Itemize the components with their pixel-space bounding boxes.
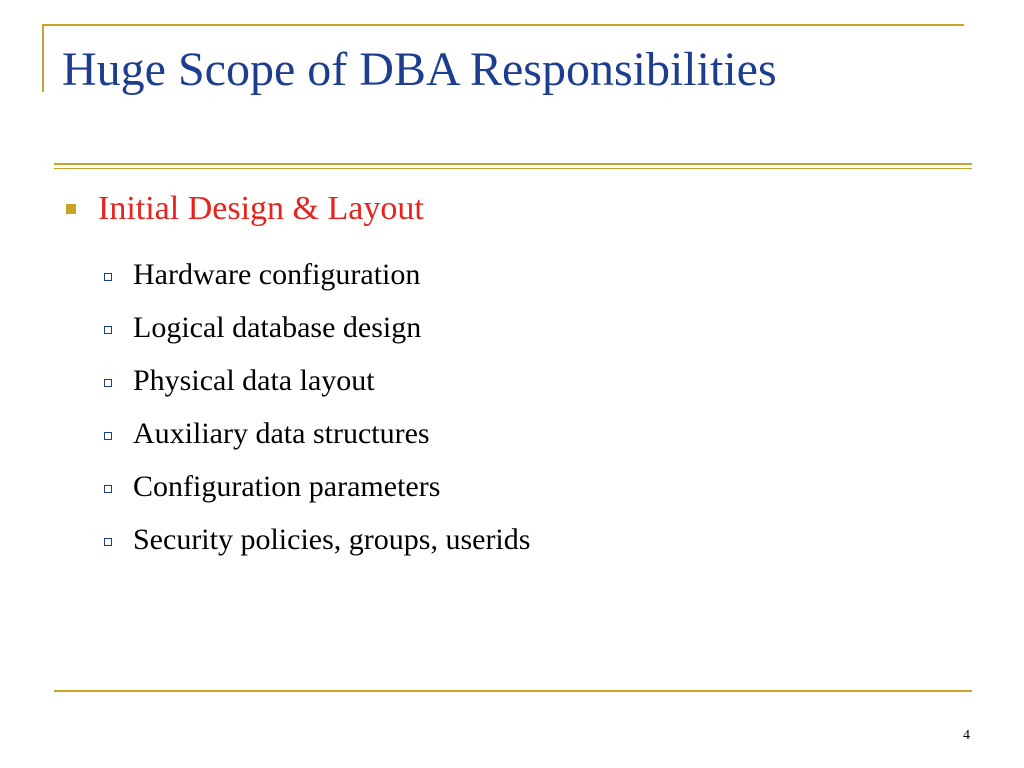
bullet-text: Initial Design & Layout (98, 190, 424, 227)
bullet-item (66, 190, 424, 228)
footer-rule (54, 690, 972, 692)
hollow-square-bullet-icon (104, 485, 112, 493)
title-frame-top-rule (42, 24, 964, 26)
title-frame-left-rule (42, 24, 44, 92)
sub-bullet-item (104, 354, 530, 407)
sub-bullet-text: Auxiliary data structures (133, 416, 430, 450)
hollow-square-bullet-icon (104, 432, 112, 440)
sub-bullet-item (104, 460, 530, 513)
sub-bullet-text: Physical data layout (133, 363, 375, 397)
page-number: 4 (963, 728, 970, 743)
hollow-square-bullet-icon (104, 326, 112, 334)
sub-bullet-item (104, 513, 530, 566)
slide-title: Huge Scope of DBA Responsibilities (62, 43, 777, 96)
sub-bullet-text: Security policies, groups, userids (133, 522, 531, 556)
sub-bullet-text: Configuration parameters (133, 469, 441, 503)
sub-bullet-text: Hardware configuration (133, 257, 421, 291)
hollow-square-bullet-icon (104, 538, 112, 546)
sub-bullet-list (104, 248, 530, 566)
title-underline-rule (54, 163, 972, 165)
hollow-square-bullet-icon (104, 273, 112, 281)
hollow-square-bullet-icon (104, 379, 112, 387)
sub-bullet-item (104, 407, 530, 460)
title-underline-rule-thin (54, 168, 972, 169)
sub-bullet-item (104, 248, 530, 301)
sub-bullet-item (104, 301, 530, 354)
square-bullet-icon (66, 204, 76, 214)
sub-bullet-text: Logical database design (133, 310, 422, 344)
